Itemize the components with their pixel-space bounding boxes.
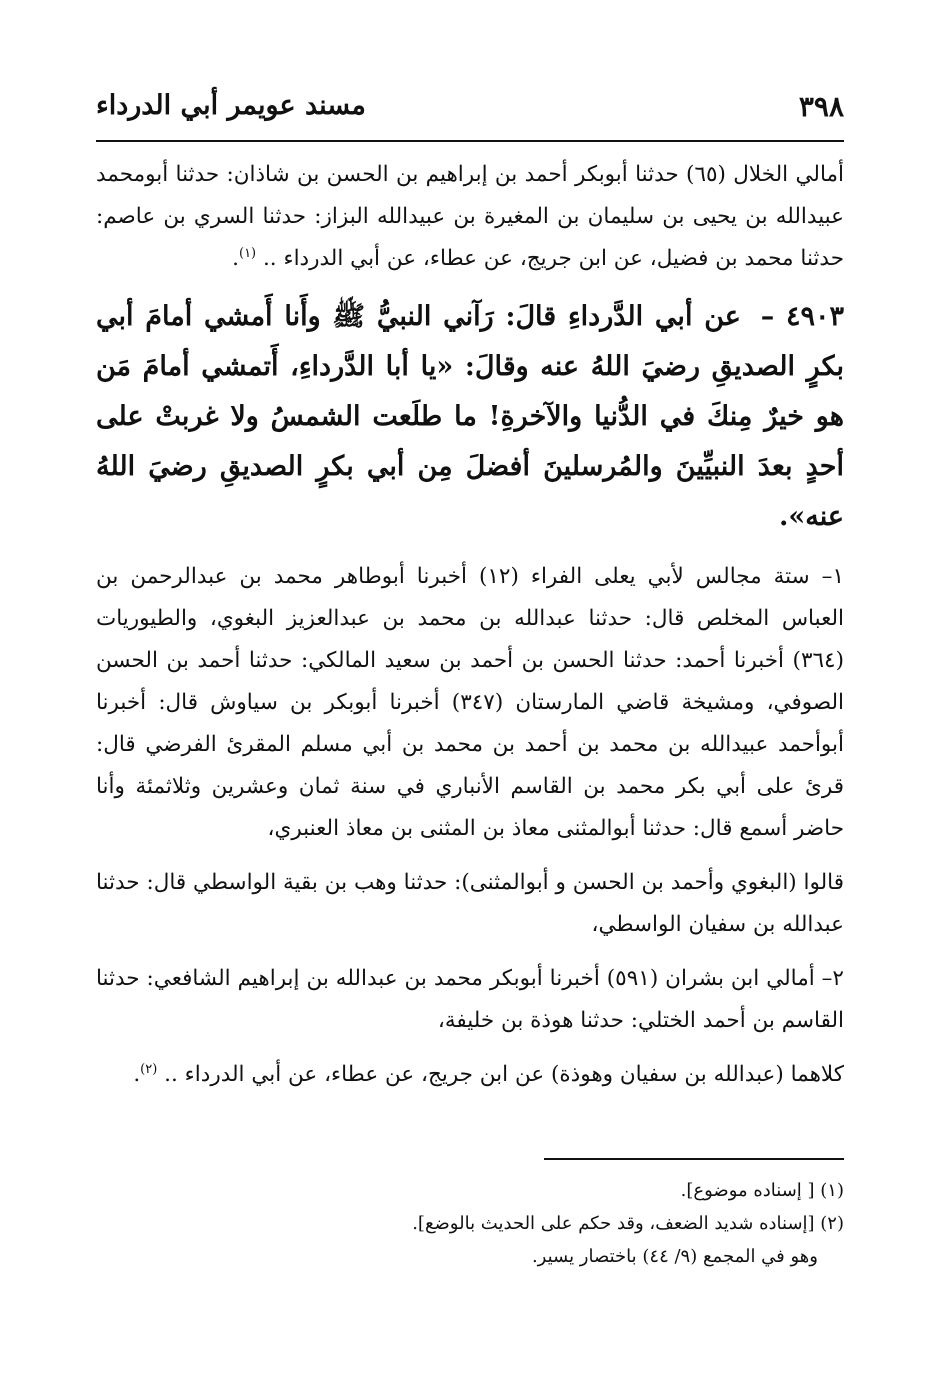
paragraph-narrators: قالوا (البغوي وأحمد بن الحسن و أبوالمثنى): حدثنا وهب بن بقية الواسطي قال: حدثنا عبدالله بن سفيان الواسطي، <box>96 870 844 937</box>
paragraph-1 <box>96 154 844 280</box>
footnote-2: (٢) [إسناده شديد الضعف، وقد حكم على الحديث بالوضع]. <box>412 1213 844 1234</box>
footnote-1: (١) [ إسناده موضوع]. <box>680 1180 844 1201</box>
hadith-text: عن أبي الدَّرداءِ قالَ: رَآني النبيُّ ﷺ وأَنا أَمشي أمامَ أبي بكرٍ الصديقِ رضيَ اللهُ عنه وقالَ: «يا أبا الدَّرداءِ، أَتمشي أمامَ مَن هو خيرٌ مِنكَ في الدُّنيا والآخرةِ! ما طلَعت الشمسُ ولا غربتْ على أحدٍ بعدَ النبيِّينَ والمُرسلينَ أفضلَ مِن أبي بكرٍ الصديقِ رضيَ اللهُ عنه». <box>96 301 844 532</box>
footnote-divider <box>544 1158 844 1160</box>
page-body <box>96 142 844 1096</box>
page-number: ٣٩٨ <box>798 90 844 123</box>
hadith-number: ٤٩٠٣ – <box>760 301 845 332</box>
paragraph-summary-end: . <box>133 1062 141 1087</box>
paragraph-1-text: أمالي الخلال (٦٥) حدثنا أبوبكر أحمد بن إبراهيم بن الحسن بن شاذان: حدثنا أبومحمد عبيدالله بن يحيى بن سليمان بن المغيرة بن عبيدالله البزاز: حدثنا السري بن عاصم: حدثنا محمد بن فضيل، عن ابن جريج، عن عطاء، عن أبي الدرداء .. <box>96 162 844 271</box>
footnote-2-continuation: وهو في المجمع (٩/ ٤٤) باختصار يسير. <box>531 1246 818 1267</box>
document-page <box>96 88 844 1318</box>
hadith-text-block <box>96 292 844 542</box>
paragraph-summary-text: كلاهما (عبدالله بن سفيان وهوذة) عن ابن جريج، عن عطاء، عن أبي الدرداء .. <box>164 1062 844 1087</box>
paragraph-summary <box>96 1054 844 1096</box>
footnotes <box>96 1174 844 1273</box>
paragraph-1-end: . <box>232 246 239 271</box>
footnote-ref-1: (١) <box>238 245 257 261</box>
page-header <box>96 88 844 142</box>
paragraph-takhrij-1: ١– ستة مجالس لأبي يعلى الفراء (١٢) أخبرنا أبوطاهر محمد بن عبدالرحمن بن العباس المخلص قال: حدثنا عبدالله بن محمد بن عبدالعزيز البغوي، والطيوريات (٣٦٤) أخبرنا أحمد: حدثنا الحسن بن أحمد بن سعيد المالكي: حدثنا أحمد بن الحسن الصوفي، ومشيخة قاضي المارستان (٣٤٧) أخبرنا أبوبكر بن سياوش قال: أخبرنا أبوأحمد عبيدالله بن محمد بن أحمد بن محمد بن أبي مسلم المقرئ الفرضي قال: قرئ على أبي بكر محمد بن القاسم الأنباري في سنة ثمان وعشرين وثلاثمئة وأنا حاضر أسمع قال: حدثنا أبوالمثنى معاذ بن المثنى بن معاذ العنبري، <box>96 564 845 841</box>
paragraph-takhrij-2: ٢– أمالي ابن بشران (٥٩١) أخبرنا أبوبكر محمد بن عبدالله بن إبراهيم الشافعي: حدثنا القاسم بن أحمد الختلي: حدثنا هوذة بن خليفة، <box>96 966 844 1033</box>
running-title: مسند عويمر أبي الدرداء <box>96 90 366 121</box>
footnote-ref-2: (٢) <box>140 1061 158 1077</box>
